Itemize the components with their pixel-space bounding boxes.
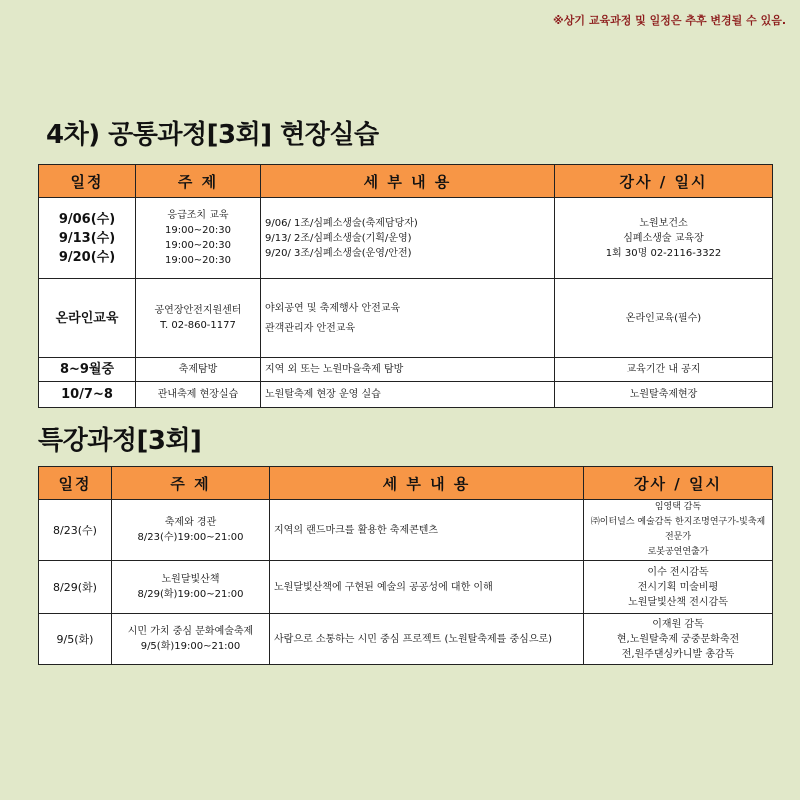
table-row — [39, 382, 773, 408]
date-cell: 8/23(수) — [39, 500, 112, 561]
instructor-cell: 노원탈축제현장 — [555, 382, 773, 408]
header-topic: 주 제 — [112, 467, 270, 500]
section-title-practice: 4차) 공통과정[3회] 현장실습 — [46, 120, 379, 150]
header-date: 일정 — [39, 467, 112, 500]
date-cell: 8/29(화) — [39, 561, 112, 614]
detail-line: 관객관리자 안전교육 — [265, 322, 356, 334]
header-instructor: 강사 / 일시 — [584, 467, 773, 500]
topic-line: 공연장안전지원센터 — [154, 305, 242, 316]
topic-cell — [112, 561, 270, 614]
table-row — [39, 198, 773, 279]
table-row — [39, 614, 773, 665]
instructor-line: 이수 전시감독 — [647, 566, 709, 578]
header-topic: 주 제 — [136, 165, 261, 198]
topic-line: 19:00~20:30 — [164, 225, 231, 236]
date-line: 온라인교육 — [55, 310, 119, 326]
instructor-cell — [584, 500, 773, 561]
practice-schedule-table — [38, 164, 773, 408]
date-cell: 10/7~8 — [39, 382, 136, 408]
topic-cell: 축제탐방 — [136, 358, 261, 382]
date-line: 9/20(수) — [58, 249, 116, 265]
instructor-line: 1회 30명 02-2116-3322 — [605, 247, 722, 259]
topic-cell — [112, 500, 270, 561]
instructor-line: ㈜이터널스 예술감독 한지조명연구가-빛축제전문가 — [590, 517, 766, 542]
header-date: 일정 — [39, 165, 136, 198]
instructor-cell — [584, 561, 773, 614]
instructor-cell — [584, 614, 773, 665]
header-instructor: 강사 / 일시 — [555, 165, 773, 198]
topic-line: 8/23(수)19:00~21:00 — [137, 532, 244, 543]
instructor-cell — [555, 198, 773, 279]
table-row — [39, 500, 773, 561]
detail-line: 야외공연 및 축제행사 안전교육 — [265, 302, 401, 314]
date-line: 9/13(수) — [58, 230, 116, 246]
instructor-cell — [555, 279, 773, 358]
instructor-line: 전시기획 미술비평 — [637, 581, 719, 593]
date-line: 9/06(수) — [58, 211, 116, 227]
topic-line: 9/5(화)19:00~21:00 — [140, 641, 241, 652]
detail-cell: 지역 외 또는 노원마을축제 탐방 — [261, 358, 555, 382]
date-cell — [39, 198, 136, 279]
topic-line: 시민 가치 중심 문화예술축제 — [127, 626, 254, 637]
detail-line: 9/20/ 3조/심폐소생술(운영/안전) — [265, 247, 412, 259]
date-cell — [39, 279, 136, 358]
detail-cell: 노원달빛산책에 구현된 예술의 공공성에 대한 이해 — [270, 561, 584, 614]
detail-cell — [261, 198, 555, 279]
section-title-special: 특강과정[3회] — [38, 426, 202, 456]
topic-line: 19:00~20:30 — [164, 255, 231, 266]
detail-cell: 노원탈축제 현장 운영 실습 — [261, 382, 555, 408]
instructor-cell: 교육기간 내 공지 — [555, 358, 773, 382]
topic-cell — [136, 198, 261, 279]
instructor-line: 현,노원탈축제 궁중문화축전 — [616, 633, 740, 645]
table-row — [39, 279, 773, 358]
date-cell: 8~9월중 — [39, 358, 136, 382]
table-header-row — [39, 467, 773, 500]
header-detail: 세 부 내 용 — [261, 165, 555, 198]
topic-cell — [136, 279, 261, 358]
instructor-line: 임영택 감독 — [654, 502, 702, 512]
instructor-line: 전,원주댄싱카니발 총감독 — [621, 648, 735, 660]
topic-line: T. 02-860-1177 — [160, 320, 236, 331]
special-lecture-table — [38, 466, 773, 665]
topic-line: 8/29(화)19:00~21:00 — [137, 589, 244, 600]
instructor-line: 이재원 감독 — [652, 618, 704, 630]
instructor-line: 노원달빛산책 전시감독 — [628, 596, 728, 608]
detail-line: 9/13/ 2조/심폐소생술(기획/운영) — [265, 232, 412, 244]
change-notice: ※상기 교육과정 및 일정은 추후 변경될 수 있음. — [553, 14, 786, 27]
topic-cell: 관내축제 현장실습 — [136, 382, 261, 408]
instructor-line: 온라인교육(필수) — [625, 312, 702, 324]
instructor-line: 노원보건소 — [639, 217, 688, 229]
detail-cell — [261, 279, 555, 358]
topic-line: 축제와 경관 — [164, 517, 217, 528]
date-cell: 9/5(화) — [39, 614, 112, 665]
table-row — [39, 561, 773, 614]
detail-cell: 사람으로 소통하는 시민 중심 프로젝트 (노원탈축제를 중심으로) — [270, 614, 584, 665]
topic-line: 응급조치 교육 — [167, 210, 229, 221]
detail-line: 9/06/ 1조/심폐소생술(축제담당자) — [265, 217, 418, 229]
header-detail: 세 부 내 용 — [270, 467, 584, 500]
instructor-line: 심폐소생술 교육장 — [623, 232, 704, 244]
table-header-row — [39, 165, 773, 198]
detail-cell: 지역의 랜드마크를 활용한 축제콘텐츠 — [270, 500, 584, 561]
topic-line: 19:00~20:30 — [164, 240, 231, 251]
table-row — [39, 358, 773, 382]
topic-line: 노원달빛산책 — [161, 574, 220, 585]
topic-cell — [112, 614, 270, 665]
instructor-line: 로봇공연연출가 — [647, 547, 709, 557]
